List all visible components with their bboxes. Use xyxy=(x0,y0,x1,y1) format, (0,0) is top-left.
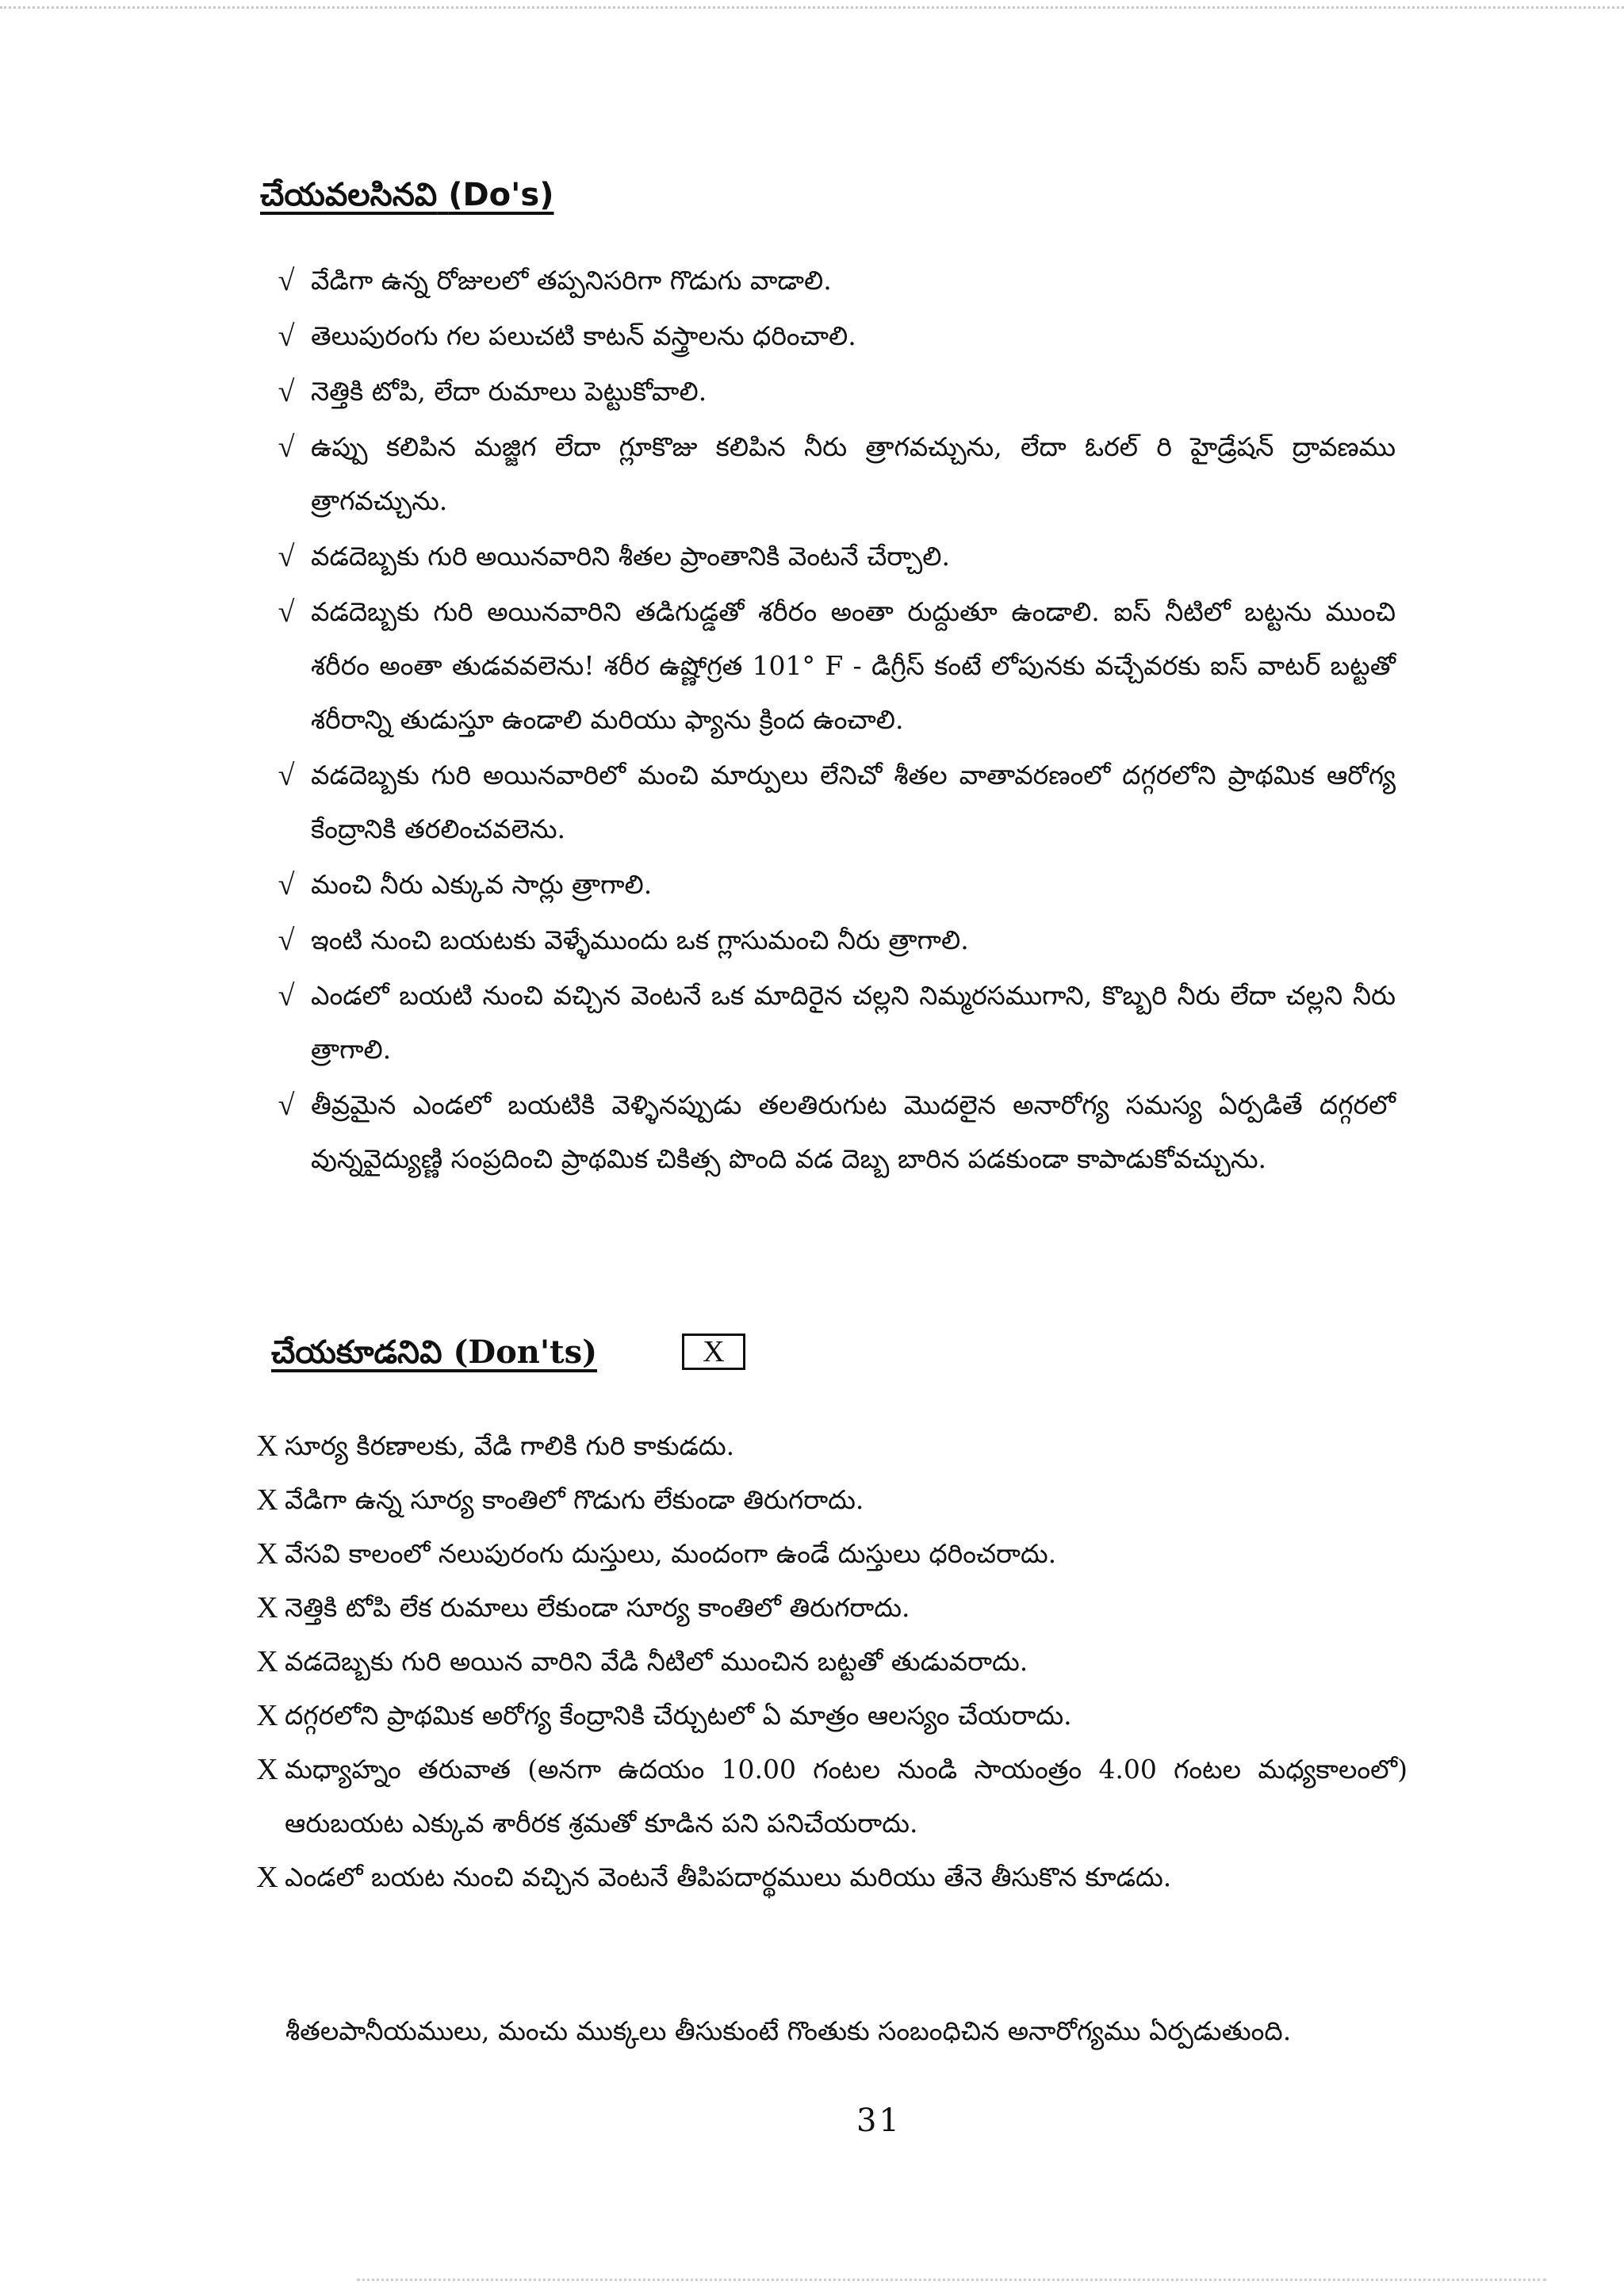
dos-item-text: వడదెబ్బకు గురి అయినవారిలో మంచి మార్పులు లేనిచో శీతల వాతావరణంలో దగ్గరలోని ప్రాథమిక ఆరోగ్య కేంద్రానికి తరలించవలెను. xyxy=(311,760,1396,844)
checkmark-icon: √ xyxy=(278,540,295,573)
dos-list xyxy=(262,254,1396,1188)
dos-item-text: నెత్తికి టోపి, లేదా రుమాలు పెట్టుకోవాలి. xyxy=(311,376,707,407)
checkmark-icon: √ xyxy=(278,868,295,901)
donts-list xyxy=(250,1419,1408,1904)
scan-edge-bottom xyxy=(357,2279,1546,2281)
donts-item-text: వేసవి కాలంలో నలుపురంగు దుస్తులు, మందంగా ఉండే దుస్తులు ధరించరాదు. xyxy=(285,1538,1057,1569)
donts-item-text: సూర్య కిరణాలకు, వేడి గాలికి గురి కాకుడదు. xyxy=(285,1430,735,1461)
list-item xyxy=(262,748,1396,856)
checkmark-icon: √ xyxy=(278,759,295,792)
checkmark-icon: √ xyxy=(278,979,295,1012)
list-item xyxy=(262,858,1396,912)
cross-mark-icon: X xyxy=(256,1537,278,1571)
list-item xyxy=(262,585,1396,747)
cross-mark-icon: X xyxy=(256,1645,278,1678)
dos-item-text: ఇంటి నుంచి బయటకు వెళ్ళేముందు ఒక గ్లాసుమంచి నీరు త్రాగాలి. xyxy=(311,924,969,955)
list-item xyxy=(250,1743,1408,1850)
donts-item-text: వేడిగా ఉన్న సూర్య కాంతిలో గొడుగు లేకుండా తిరుగరాదు. xyxy=(285,1484,864,1515)
checkmark-icon: √ xyxy=(278,1089,295,1122)
dos-item-text: తీవ్రమైన ఎండలో బయటికి వెళ్ళినప్పుడు తలతిరుగుట మొదలైన అనారోగ్య సమస్య ఏర్పడితే దగ్గరలో వున్నవైద్యుణ్ణి సంప్రదించి ప్రాథమిక చికిత్స పొంది వడ దెబ్బ బారిన పడకుండా కాపాడుకోవచ్చును. xyxy=(311,1089,1396,1174)
checkmark-icon: √ xyxy=(278,924,295,957)
scan-edge-top xyxy=(0,6,1624,9)
checkmark-icon: √ xyxy=(278,320,295,353)
page-number: 31 xyxy=(856,2103,902,2139)
list-item xyxy=(262,1078,1396,1186)
cross-mark-icon: X xyxy=(256,1591,278,1624)
cross-mark-icon: X xyxy=(256,1429,278,1463)
dos-item-text: తెలుపురంగు గల పలుచటి కాటన్ వస్త్రాలను ధరించాలి. xyxy=(311,320,856,351)
checkmark-icon: √ xyxy=(278,430,295,464)
dos-heading xyxy=(260,176,554,221)
cross-mark-icon: X xyxy=(256,1699,278,1732)
list-item xyxy=(262,365,1396,419)
dos-item-text: వేడిగా ఉన్న రోజులలో తప్పనిసరిగా గొడుగు వాడాలి. xyxy=(311,265,832,296)
list-item xyxy=(250,1689,1408,1743)
list-item xyxy=(250,1473,1408,1527)
dos-item-text: మంచి నీరు ఎక్కువ సార్లు త్రాగాలి. xyxy=(311,869,653,900)
dos-item-text: వడదెబ్బకు గురి అయినవారిని శీతల ప్రాంతానికి వెంటనే చేర్చాలి. xyxy=(311,541,950,572)
checkmark-icon: √ xyxy=(278,595,295,629)
dos-heading-telugu: చేయవలసినవి xyxy=(260,176,438,213)
list-item xyxy=(250,1850,1408,1904)
donts-item-text: మధ్యాహ్నం తరువాత (అనగా ఉదయం 10.00 గంటల నుండి సాయంత్రం 4.00 గంటల మధ్యకాలంలో) ఆరుబయట ఎక్కువ శారీరక శ్రమతో కూడిన పని పనిచేయరాదు. xyxy=(285,1754,1408,1839)
list-item xyxy=(262,969,1396,1077)
dos-item-text: వడదెబ్బకు గురి అయినవారిని తడిగుడ్డతో శరీరం అంతా రుద్దుతూ ఉండాలి. ఐస్ నీటిలో బట్టను ముంచి శరీరం అంతా తుడవవలెను! శరీర ఉష్ణోగ్రత 101° F - డిగ్రీస్ కంటే లోపునకు వచ్చేవరకు ఐస్ వాటర్ బట్టతో శరీరాన్ని తుడుస్తూ ఉండాలి మరియు ఫ్యాను క్రింద ఉంచాలి. xyxy=(311,596,1396,735)
list-item xyxy=(262,913,1396,967)
donts-item-text: నెత్తికి టోపి లేక రుమాలు లేకుండా సూర్య కాంతిలో తిరుగరాదు. xyxy=(285,1592,910,1623)
list-item xyxy=(262,530,1396,584)
donts-heading: చేయకూడనివి (Don'ts) xyxy=(271,1334,598,1371)
cross-mark-icon: X xyxy=(256,1753,278,1786)
donts-item-text: దగ్గరలోని ప్రాథమిక అరోగ్య కేంద్రానికి చేర్చుటలో ఏ మాత్రం ఆలస్యం చేయరాదు. xyxy=(285,1700,1072,1731)
list-item xyxy=(250,1419,1408,1473)
x-mark-icon: X xyxy=(682,1334,745,1370)
donts-item-text: వడదెబ్బకు గురి అయిన వారిని వేడి నీటిలో ముంచిన బట్టతో తుడువరాదు. xyxy=(285,1646,1028,1677)
checkmark-icon: √ xyxy=(278,264,295,297)
list-item xyxy=(262,420,1396,528)
list-item xyxy=(262,254,1396,308)
cross-mark-icon: X xyxy=(256,1483,278,1517)
dos-heading-english: (Do's) xyxy=(448,177,554,213)
list-item xyxy=(250,1635,1408,1689)
checkmark-icon: √ xyxy=(278,375,295,408)
cross-mark-icon: X xyxy=(256,1861,278,1894)
list-item xyxy=(250,1527,1408,1581)
dos-item-text: ఎండలో బయటి నుంచి వచ్చిన వెంటనే ఒక మాదిరైన చల్లని నిమ్మరసముగాని, కొబ్బరి నీరు లేదా చల్లని నీరు త్రాగాలి. xyxy=(311,980,1396,1065)
dos-item-text: ఉప్పు కలిపిన మజ్జిగ లేదా గ్లూకొజు కలిపిన నీరు త్రాగవచ్చును, లేదా ఓరల్ రి హైడ్రేషన్ ద్రావణము త్రాగవచ్చును. xyxy=(311,431,1396,516)
list-item xyxy=(250,1581,1408,1635)
list-item xyxy=(262,309,1396,363)
donts-item-text: ఎండలో బయట నుంచి వచ్చిన వెంటనే తీపిపదార్థములు మరియు తేనె తీసుకొన కూడదు. xyxy=(285,1862,1172,1892)
donts-continuation-text: శీతలపానీయములు, మంచు ముక్కలు తీసుకుంటే గొంతుకు సంబంధిచిన అనారోగ్యము ఏర్పడుతుంది. xyxy=(285,2015,1292,2046)
